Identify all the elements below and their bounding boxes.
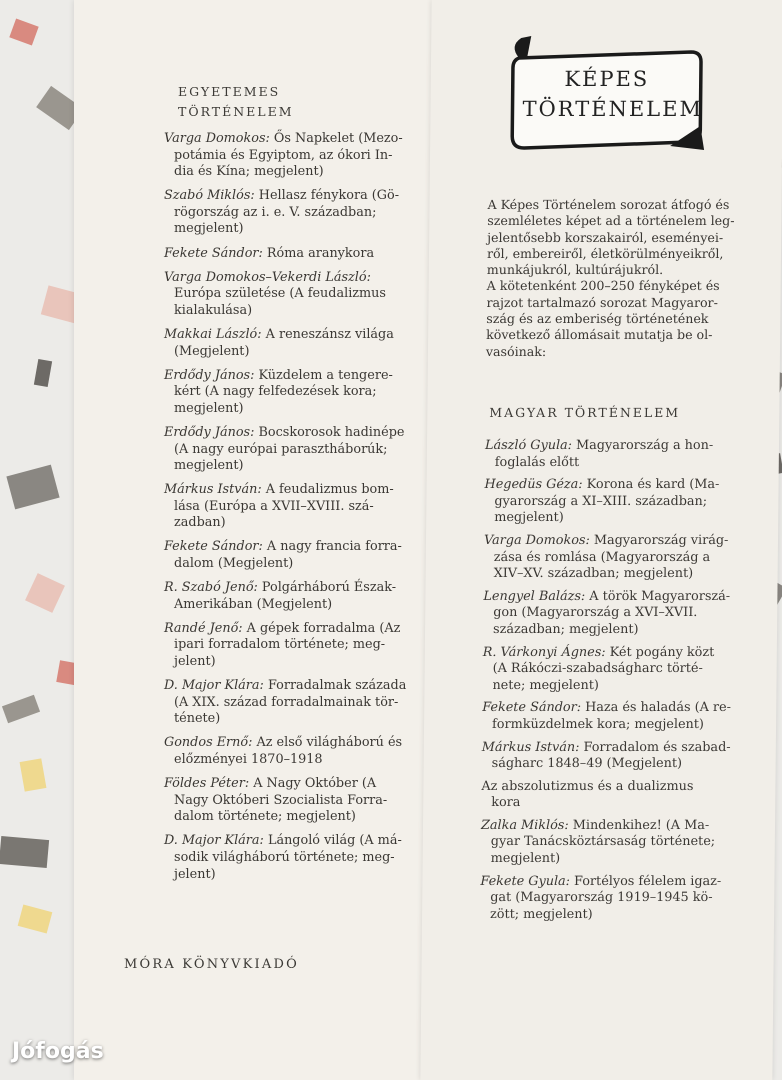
entry-line [483, 661, 759, 678]
entry-author: Makkai László: [164, 326, 262, 342]
entry-text: Forradalmak százada [263, 678, 407, 694]
book-entry [164, 776, 434, 826]
entry-line [164, 164, 434, 181]
entry-line [164, 695, 434, 712]
entry-line [483, 605, 759, 622]
entry-line [483, 622, 759, 639]
entry-text: Magyarország a hon- [571, 438, 714, 453]
book-entry [482, 645, 759, 695]
book-entry [484, 533, 761, 583]
intro-line: A kötetenként 200–250 fényképet és [486, 278, 720, 294]
entry-text: dia és Kína; megjelent) [174, 164, 324, 180]
right-heading: MAGYAR TÖRTÉNELEM [489, 405, 681, 420]
entry-text: században; megjelent) [492, 621, 639, 637]
entry-line [484, 550, 760, 567]
entry-author: Erdődy János: [164, 367, 255, 383]
entry-text: Korona és kard (Ma- [582, 477, 720, 493]
entry-text: jelent) [174, 654, 216, 670]
entry-text: Haza és haladás (A re- [580, 700, 732, 716]
entry-line [164, 384, 434, 401]
entry-line [164, 205, 434, 222]
book-entry [482, 740, 758, 773]
entry-text: Az első világháború és [252, 735, 403, 751]
entry-line [480, 907, 756, 924]
entry-line [164, 425, 434, 442]
entry-line [164, 621, 434, 638]
entry-line [164, 442, 434, 459]
entry-line [164, 735, 434, 752]
entry-author: Szabó Miklós: [164, 188, 255, 204]
entry-author: Varga Domokos–Vekerdi László: [164, 269, 371, 285]
entry-line [164, 556, 434, 573]
entry-line [164, 286, 434, 303]
entry-text: A gépek forradalma (Az [242, 620, 401, 636]
book-entry [164, 246, 434, 263]
entry-line [481, 818, 757, 835]
book-entry [482, 700, 758, 733]
entry-text: ipari forradalom története; meg- [174, 637, 386, 653]
banner-title-line: TÖRTÉNELEM [522, 97, 704, 121]
entry-line [480, 874, 756, 891]
entry-text: formküzdelmek kora; megjelent) [491, 716, 705, 732]
watermark-logo: Jófogás [12, 1039, 104, 1064]
book-entry [480, 874, 757, 924]
entry-line [164, 776, 434, 793]
entry-text: Róma aranykora [262, 245, 375, 261]
entry-line [164, 188, 434, 205]
entry-line [482, 740, 758, 757]
intro-line: következő állomásait mutatja be ol- [486, 327, 713, 343]
book-entry [164, 621, 434, 671]
book-entry [164, 327, 434, 360]
entry-line [481, 795, 757, 812]
terrazzo-chip [9, 18, 38, 45]
entry-line [164, 637, 434, 654]
intro-line: vasóinak: [485, 343, 547, 359]
book-entry [164, 580, 434, 613]
entry-line [481, 851, 757, 868]
entry-author: Lengyel Balázs: [483, 588, 586, 604]
entry-author: Varga Domokos: [164, 131, 270, 146]
entry-text: megjelent) [494, 510, 564, 526]
entry-line [164, 482, 434, 499]
entry-text: Az abszolutizmus és a dualizmus [481, 778, 694, 794]
entry-text: Hellasz fénykora (Gö- [254, 188, 400, 204]
banner-title-line: KÉPES [564, 67, 650, 91]
entry-text: Forradalom és szabad- [579, 739, 731, 755]
terrazzo-chip [34, 359, 52, 387]
entry-line [164, 711, 434, 728]
entry-text: sodik világháború története; meg- [174, 849, 395, 865]
entry-line [480, 890, 756, 907]
terrazzo-chip [20, 758, 47, 791]
entry-author: Gondos Ernő: [164, 735, 253, 751]
entry-text: ságharc 1848–49 (Megjelent) [491, 756, 683, 772]
entry-text: megjelent) [490, 851, 561, 867]
entry-text: A török Magyarorszá- [585, 588, 731, 604]
entry-text: XIV–XV. században; megjelent) [493, 566, 694, 582]
entry-line [164, 833, 434, 850]
entry-line [164, 246, 434, 263]
entry-author: Zalka Miklós: [480, 817, 569, 833]
book-entry [484, 477, 761, 527]
entry-line [164, 793, 434, 810]
entry-line [164, 539, 434, 556]
entry-line [164, 401, 434, 418]
left-title-list [164, 131, 434, 891]
entry-line [164, 368, 434, 385]
entry-line [484, 566, 760, 583]
book-entry [164, 833, 434, 883]
entry-author: Fekete Sándor: [482, 700, 582, 716]
entry-author: László Gyula: [484, 438, 573, 453]
entry-text: foglalás előtt [494, 454, 580, 470]
book-entry [164, 735, 434, 768]
entry-author: Hegedüs Géza: [484, 477, 583, 493]
entry-text: A feudalizmus bom- [261, 482, 394, 498]
left-bookmark-sheet [74, 0, 440, 1080]
entry-author: Randé Jenő: [164, 620, 243, 636]
entry-author: Márkus István: [481, 739, 580, 755]
intro-line: ről, embereiről, életkörülményeikről, [486, 245, 724, 261]
entry-line [484, 494, 760, 511]
entry-text: A reneszánsz világa [261, 326, 394, 342]
intro-line: jelentősebb korszakairól, eseményei- [487, 229, 724, 245]
entry-line [164, 270, 434, 287]
intro-line: szág és az emberiség történetének [486, 311, 709, 327]
entry-line [482, 678, 758, 695]
entry-line [485, 438, 761, 455]
entry-line [485, 455, 761, 472]
right-title-list [480, 438, 761, 929]
entry-text: Fortélyos félelem igaz- [569, 873, 722, 889]
book-entry [164, 188, 434, 238]
entry-text: Bocskorosok hadinépe [254, 424, 405, 440]
entry-text: gyar Tanácsköztársaság története; [490, 834, 716, 850]
terrazzo-chip [0, 836, 49, 868]
terrazzo-chip [18, 904, 53, 933]
entry-line [164, 654, 434, 671]
entry-text: (A XIX. század forradalmainak tör- [174, 694, 399, 710]
entry-line [164, 752, 434, 769]
book-entry [164, 678, 434, 728]
entry-line [164, 327, 434, 344]
book-entry [164, 131, 434, 181]
entry-text: Amerikában (Megjelent) [174, 596, 333, 612]
entry-text: előzményei 1870–1918 [174, 752, 323, 767]
terrazzo-chip [25, 573, 65, 613]
entry-line [164, 344, 434, 361]
entry-line [164, 499, 434, 516]
entry-text: megjelent) [174, 458, 244, 474]
entry-text: Polgárháború Észak- [257, 580, 397, 596]
entry-text: zása és romlása (Magyarország a [493, 549, 711, 565]
terrazzo-chip [2, 695, 40, 724]
entry-text: megjelent) [174, 400, 244, 416]
book-entry [164, 270, 434, 320]
entry-line [164, 597, 434, 614]
entry-line [164, 678, 434, 695]
entry-line [482, 756, 758, 773]
book-entry [481, 818, 758, 868]
entry-text: megjelent) [174, 221, 244, 237]
series-intro [486, 197, 758, 360]
entry-line [164, 809, 434, 826]
entry-line [164, 515, 434, 532]
publisher-name: MÓRA KÖNYVKIADÓ [124, 957, 299, 972]
entry-line [164, 850, 434, 867]
entry-text: Lángoló világ (A má- [263, 833, 402, 849]
left-heading-line: TÖRTÉNELEM [178, 104, 294, 119]
entry-line [481, 834, 757, 851]
entry-text: zadban) [174, 515, 226, 531]
banner-title [522, 64, 704, 124]
entry-text: (A nagy európai parasztháborúk; [174, 441, 388, 457]
book-entry [483, 589, 760, 639]
entry-line [164, 221, 434, 238]
entry-line [484, 477, 760, 494]
intro-line: rajzot tartalmazó sorozat Magyaror- [486, 294, 718, 310]
entry-line [482, 717, 758, 734]
entry-line [481, 779, 757, 796]
entry-line [164, 580, 434, 597]
entry-text: Magyarország virág- [589, 532, 729, 548]
entry-line [484, 533, 760, 550]
entry-line [164, 131, 434, 148]
entry-text: gat (Magyarország 1919–1945 kö- [490, 890, 713, 906]
entry-text: nete; megjelent) [492, 677, 599, 693]
entry-text: Mindenkihez! (A Ma- [568, 817, 710, 833]
book-entry [164, 368, 434, 418]
entry-text: Küzdelem a tengere- [254, 367, 393, 383]
intro-line: A Képes Történelem sorozat átfogó és [487, 197, 730, 212]
entry-author: Fekete Gyula: [480, 873, 571, 889]
entry-line [164, 148, 434, 165]
book-entry [485, 438, 761, 471]
entry-text: zött; megjelent) [490, 906, 593, 922]
entry-text: (Megjelent) [174, 343, 250, 359]
intro-line: munkájukról, kultúrájukról. [486, 262, 664, 278]
entry-author: Erdődy János: [164, 424, 255, 440]
entry-line [483, 645, 759, 662]
entry-text: dalom története; megjelent) [174, 809, 356, 825]
entry-text: Két pogány közt [605, 644, 715, 660]
intro-line: szemléletes képet ad a történelem leg- [487, 213, 735, 229]
entry-text: jelent) [174, 866, 216, 882]
entry-line [164, 458, 434, 475]
entry-text: Ős Napkelet (Mezo- [269, 131, 403, 146]
entry-author: D. Major Klára: [164, 833, 264, 849]
entry-author: Márkus István: [164, 482, 262, 498]
entry-author: R. Szabó Jenő: [164, 580, 258, 596]
entry-author: R. Várkonyi Ágnes: [482, 644, 606, 660]
book-entry [164, 539, 434, 572]
right-bookmark-sheet [420, 0, 782, 1080]
entry-text: A nagy francia forra- [262, 539, 402, 555]
book-entry [164, 482, 434, 532]
book-entry [481, 779, 757, 812]
entry-text: kialakulása) [174, 302, 253, 318]
entry-text: Nagy Októberi Szocialista Forra- [174, 792, 388, 808]
entry-text: kért (A nagy felfedezések kora; [174, 384, 377, 400]
entry-text: Európa születése (A feudalizmus [174, 286, 386, 302]
entry-text: kora [491, 795, 521, 811]
entry-author: Földes Péter: [164, 776, 250, 792]
left-heading [178, 82, 294, 122]
entry-author: Fekete Sándor: [164, 539, 263, 555]
left-heading-line: EGYETEMES [178, 84, 281, 99]
entry-author: D. Major Klára: [164, 678, 264, 694]
terrazzo-chip [6, 465, 59, 510]
entry-text: rögország az i. e. V. században; [174, 204, 377, 220]
entry-text: potámia és Egyiptom, az ókori In- [174, 147, 393, 163]
book-entry [164, 425, 434, 475]
entry-text: dalom (Megjelent) [174, 556, 294, 572]
entry-author: Varga Domokos: [483, 532, 590, 548]
entry-author: Fekete Sándor: [164, 245, 263, 261]
entry-text: (A Rákóczi-szabadságharc törté- [492, 661, 703, 677]
entry-text: A Nagy Október (A [249, 776, 377, 792]
entry-text: lása (Európa a XVII–XVIII. szá- [174, 498, 374, 514]
entry-line [482, 700, 758, 717]
entry-text: gon (Magyarország a XVI–XVII. [493, 605, 698, 621]
entry-line [484, 510, 760, 527]
entry-line [164, 303, 434, 320]
entry-line [483, 589, 759, 606]
entry-text: ténete) [174, 711, 221, 727]
entry-line [164, 867, 434, 884]
entry-text: gyarország a XI–XIII. században; [494, 493, 708, 509]
